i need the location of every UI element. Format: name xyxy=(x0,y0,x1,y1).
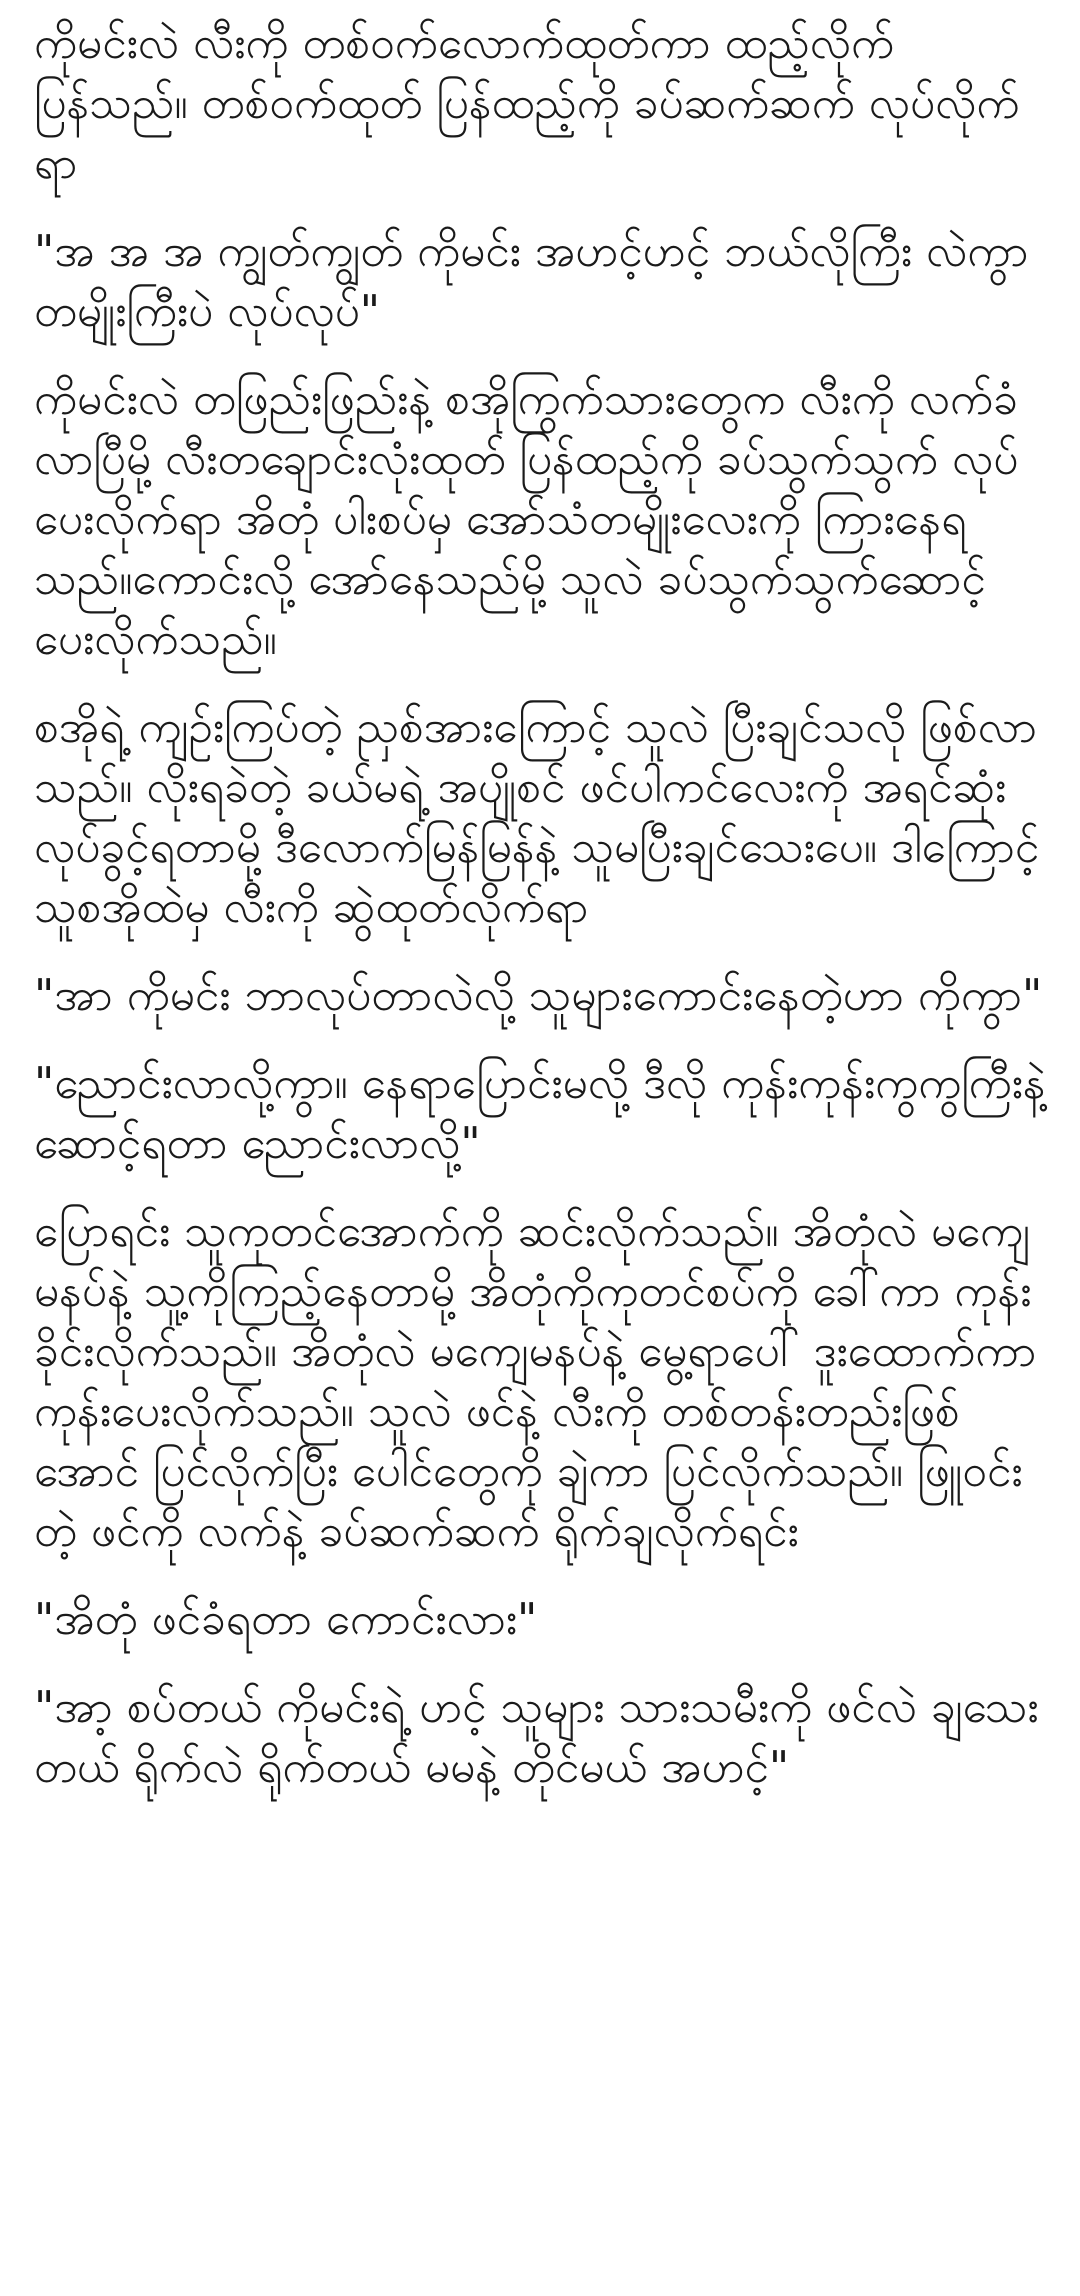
story-paragraph-7: ပြောရင်း သူကုတင်အောက်ကို ဆင်းလိုက်သည်။ အိတုံလဲ မကျေမနပ်နဲ့ သူ့ကိုကြည့်နေတာမို့ အိတုံကိုကုတင်စပ်ကို ခေါ်ကာ ကုန်းခိုင်းလိုက်သည်။ အိတုံလဲ မကျေမနပ်နဲ့ မွေ့ရာပေါ် ဒူးထောက်ကာ ကုန်းပေးလိုက်သည်။ သူလဲ ဖင်နဲ့ လီးကို တစ်တန်းတည်းဖြစ်အောင် ပြင်လိုက်ပြီး ပေါင်တွေကို ချဲကာ ပြင်လိုက်သည်။ ဖြူဝင်းတဲ့ ဖင်ကို လက်နဲ့ ခပ်ဆက်ဆက် ရိုက်ချလိုက်ရင်း xyxy=(34,1206,1037,1557)
story-paragraph-3: ကိုမင်းလဲ တဖြည်းဖြည်းနဲ့ စအိုကြွက်သားတွေက လီးကို လက်ခံလာပြီမို့ လီးတချောင်းလုံးထုတ် ပြန်ထည့်ကို ခပ်သွက်သွက် လုပ်ပေးလိုက်ရာ အိတုံ ပါးစပ်မှ အော်သံတမျိုးလေးကို ကြားနေရသည်။ကောင်းလို့ အော်နေသည်မို့ သူလဲ ခပ်သွက်သွက်ဆောင့်ပေးလိုက်သည်။ xyxy=(34,374,1019,665)
story-paragraph-2: "အ အ အ ကျွတ်ကျွတ် ကိုမင်း အဟင့်ဟင့် ဘယ်လိုကြီး လဲကွာ တမျိုးကြီးပဲ လုပ်လုပ်" xyxy=(34,226,1029,337)
story-paragraph-9: "အာ့ စပ်တယ် ကိုမင်းရဲ့ ဟင့် သူများ သားသမီးကို ဖင်လဲ ချသေးတယ် ရိုက်လဲ ရိုက်တယ် မမနဲ့ တိုင်မယ် အဟင့်" xyxy=(34,1682,1039,1793)
story-paragraph-5: "အာ ကိုမင်း ဘာလုပ်တာလဲလို့ သူများကောင်းနေတဲ့ဟာ ကိုကွာ" xyxy=(34,970,1043,1021)
story-paragraph-6: "ညောင်းလာလို့ကွာ။ နေရာပြောင်းမလို့ ဒီလို ကုန်းကုန်းကွကွကြီးနဲ့ ဆောင့်ရတာ ညောင်းလာလို့" xyxy=(34,1058,1046,1169)
story-paragraph-1: ကိုမင်းလဲ လီးကို တစ်ဝက်လောက်ထုတ်ကာ ထည့်လိုက်ပြန်သည်။ တစ်ဝက်ထုတ် ပြန်ထည့်ကို ခပ်ဆက်ဆက် လုပ်လိုက်ရာ xyxy=(34,18,1020,189)
story-paragraph-8: "အိတုံ ဖင်ခံရတာ ကောင်းလား" xyxy=(34,1594,538,1645)
story-paragraph-4: စအိုရဲ့ ကျဉ်းကြပ်တဲ့ ညှစ်အားကြောင့် သူလဲ ပြီးချင်သလို ဖြစ်လာသည်။ လိုးရခဲတဲ့ ခယ်မရဲ့ အပျိုစင် ဖင်ပါကင်လေးကို အရင်ဆုံး လုပ်ခွင့်ရတာမို့ ဒီလောက်မြန်မြန်နဲ့ သူမပြီးချင်သေးပေ။ ဒါကြောင့် သူစအိုထဲမှ လီးကို ဆွဲထုတ်လိုက်ရာ xyxy=(34,702,1040,933)
